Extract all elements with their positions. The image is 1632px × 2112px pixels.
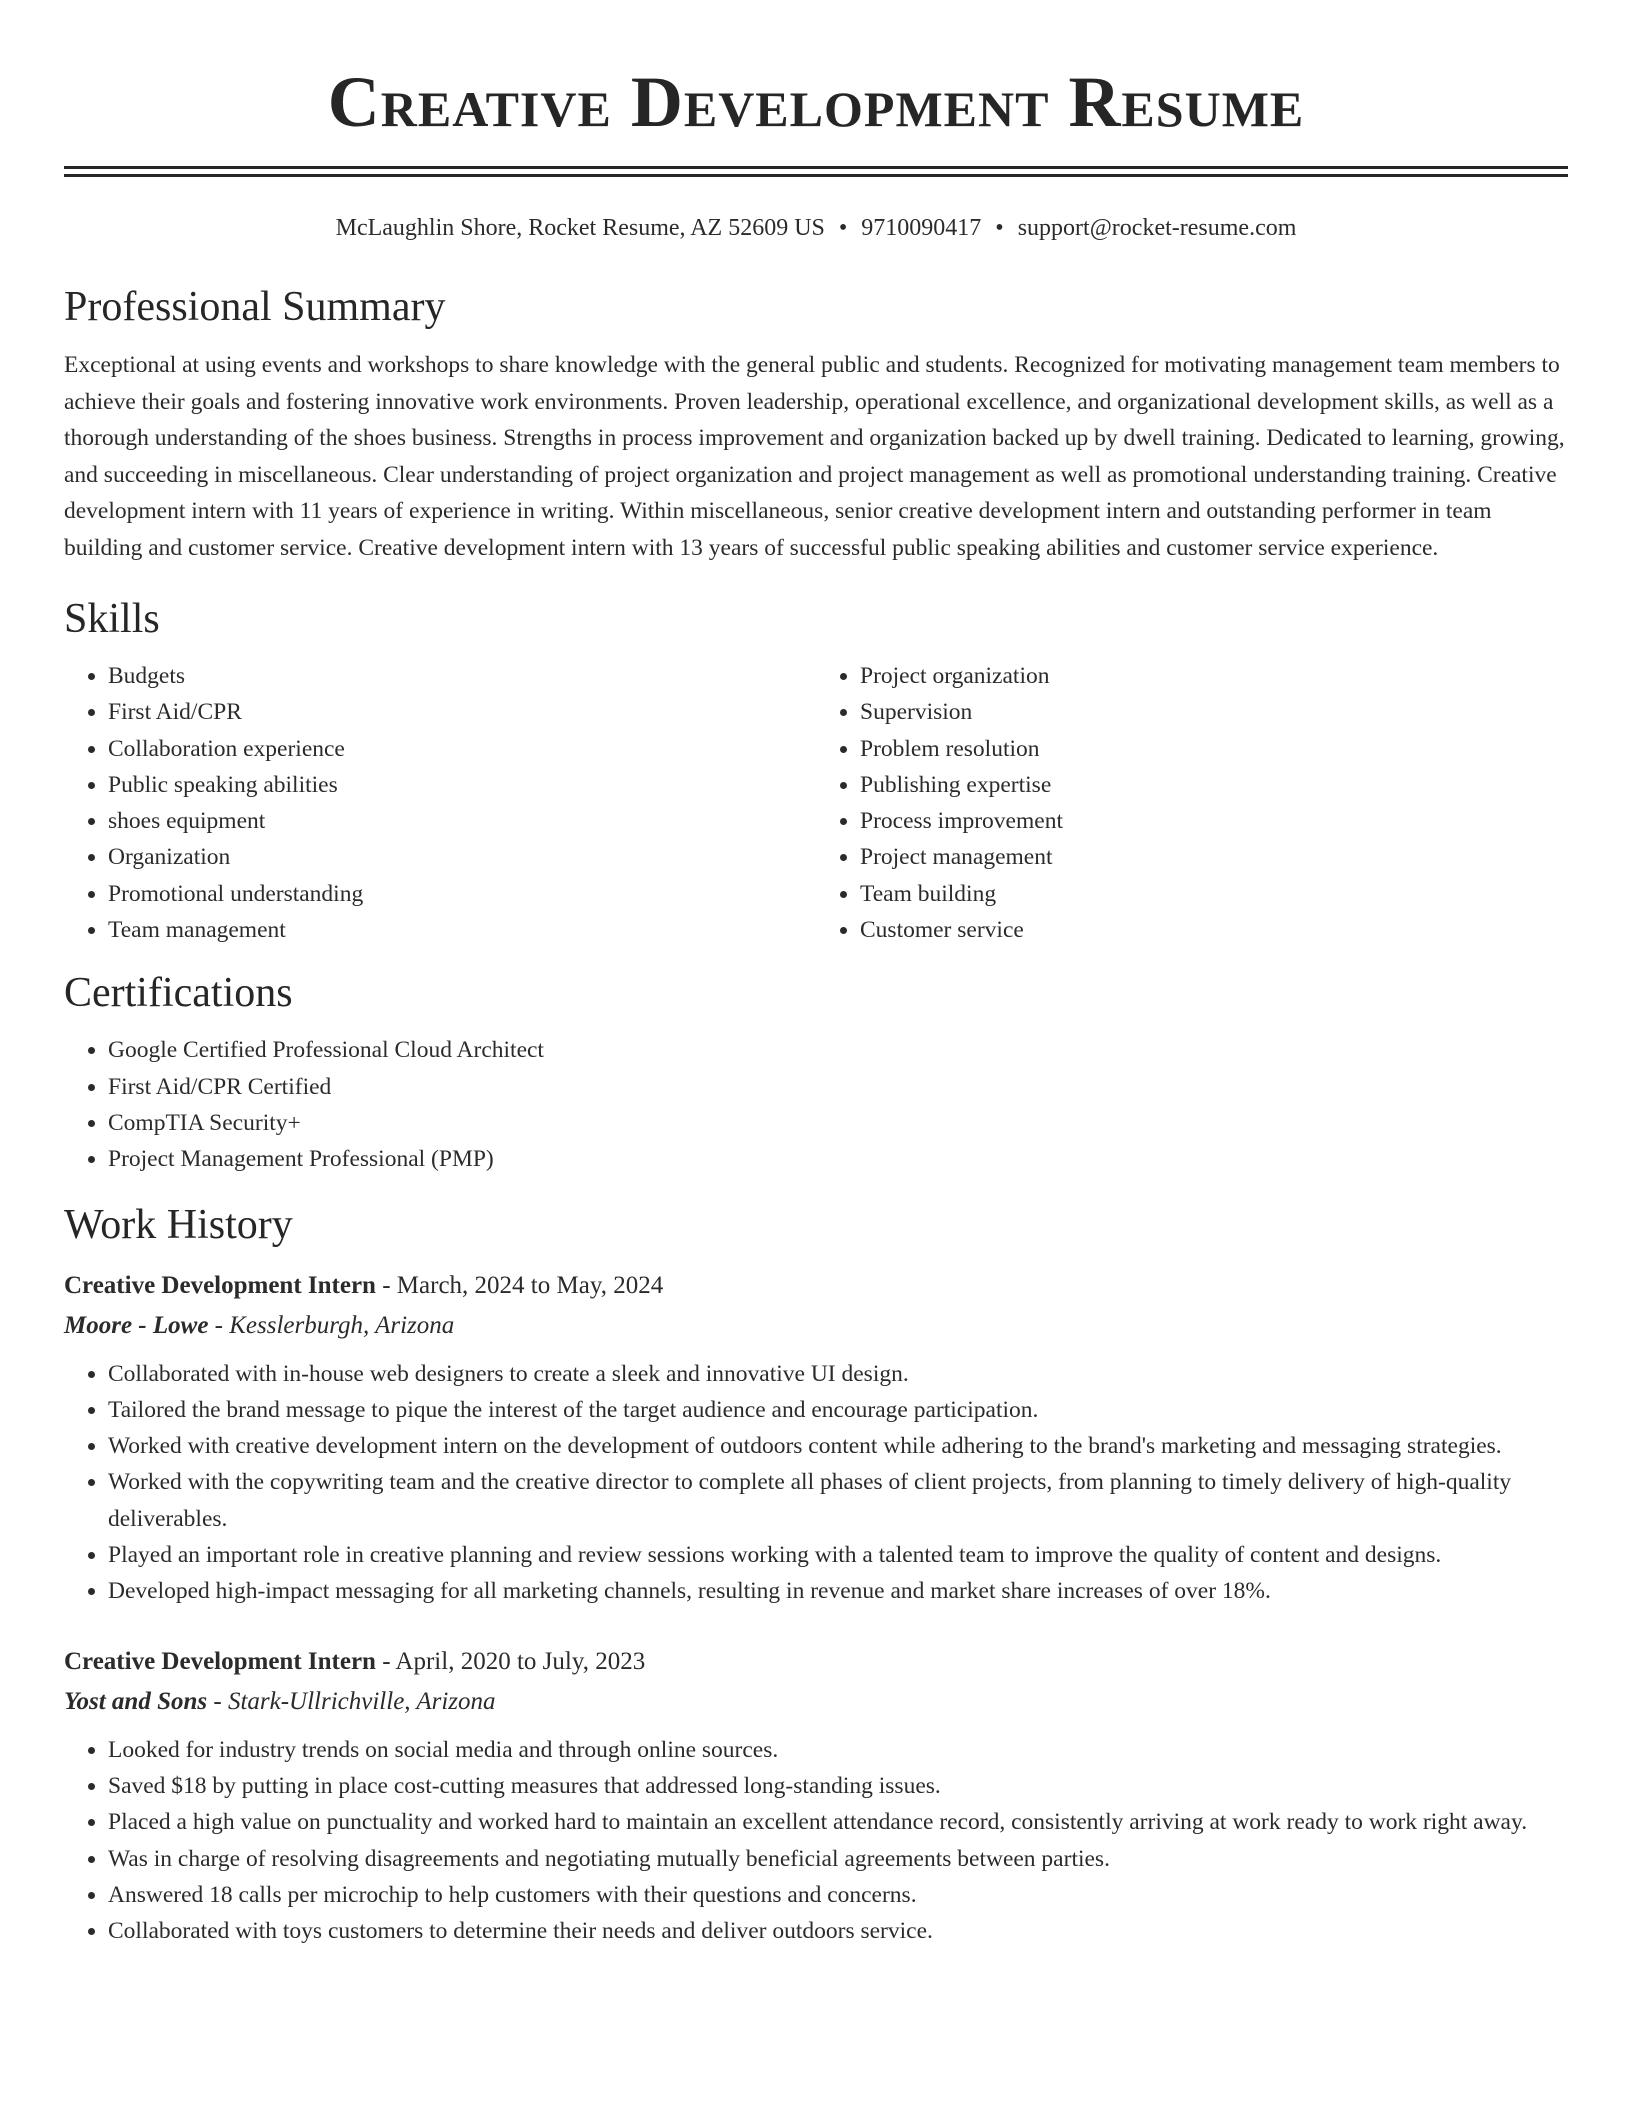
certification-item: • Project Management Professional (PMP) xyxy=(108,1141,1568,1177)
skill-item: • Customer service xyxy=(860,912,1568,948)
skills-list-left xyxy=(64,658,816,948)
skill-item: • Team management xyxy=(108,912,816,948)
company-line: Yost and Sons - Stark-Ullrichville, Arizona xyxy=(64,1687,496,1715)
job-entry xyxy=(64,1266,1568,1610)
summary-section xyxy=(64,282,1568,566)
skill-item: • Collaboration experience xyxy=(108,731,816,767)
contact-phone: 9710090417 xyxy=(861,215,982,241)
contact-email: support@rocket-resume.com xyxy=(1017,215,1297,241)
skill-item: • Problem resolution xyxy=(860,731,1568,767)
company-location: Kesslerburgh, Arizona xyxy=(229,1311,455,1339)
contact-separator: • xyxy=(995,215,1004,241)
contact-line xyxy=(64,212,1568,244)
company-line: Moore - Lowe - Kesslerburgh, Arizona xyxy=(64,1311,455,1339)
job-title-line: Creative Development Intern - March, 2024 to May, 2024 xyxy=(64,1271,664,1299)
job-bullet: • Collaborated with in-house web designers to create a sleek and innovative UI design. xyxy=(108,1356,1568,1392)
company-name: Yost and Sons xyxy=(64,1687,208,1715)
job-bullet: • Saved $18 by putting in place cost-cutting measures that addressed long-standing issues. xyxy=(108,1768,1568,1804)
certifications-heading: Certifications xyxy=(64,970,293,1017)
job-bullets xyxy=(64,1356,1568,1610)
company-location: Stark-Ullrichville, Arizona xyxy=(227,1687,496,1715)
certifications-list xyxy=(64,1032,1568,1177)
summary-text: Exceptional at using events and workshops to share knowledge with the general public and students. Recognized for motivating management team members to achieve their goals and fostering innovative work environments. Proven leadership, operational excellence, and organizational development skills, as well as a thorough understanding of the shoes business. Strengths in process improvement and organization backed up by dwell training. Dedicated to learning, growing, and succeeding in miscellaneous. Clear understanding of project organization and project management as well as promotional understanding training. Creative development intern with 11 years of experience in writing. Within miscellaneous, senior creative development intern and outstanding performer in team building and customer service. Creative development intern with 13 years of successful public speaking abilities and customer service experience. xyxy=(64,352,1565,561)
job-bullet: • Answered 18 calls per microchip to help customers with their questions and concerns. xyxy=(108,1877,1568,1913)
company-name: Moore - Lowe xyxy=(64,1311,209,1339)
job-bullet: • Developed high-impact messaging for all marketing channels, resulting in revenue and market share increases of over 18%. xyxy=(108,1573,1568,1609)
contact-address: McLaughlin Shore, Rocket Resume, AZ 52609 US xyxy=(335,215,825,241)
contact-separator: • xyxy=(838,215,848,241)
skills-list-right xyxy=(816,658,1568,948)
skill-item: • Promotional understanding xyxy=(108,876,816,912)
job-bullet: • Was in charge of resolving disagreements and negotiating mutually beneficial agreements between parties. xyxy=(108,1841,1568,1877)
title-divider-thick xyxy=(64,166,1568,169)
certification-item: • First Aid/CPR Certified xyxy=(108,1069,1568,1105)
certification-item: • Google Certified Professional Cloud Architect xyxy=(108,1032,1568,1068)
job-dates: April, 2020 to July, 2023 xyxy=(395,1647,646,1675)
job-bullet: • Looked for industry trends on social media and through online sources. xyxy=(108,1732,1568,1768)
work-history-section xyxy=(64,1200,1568,1950)
skill-item: • Budgets xyxy=(108,658,816,694)
skill-item: • Process improvement xyxy=(860,803,1568,839)
job-bullets xyxy=(64,1732,1568,1950)
skill-item: • Publishing expertise xyxy=(860,767,1568,803)
certifications-section xyxy=(64,968,1568,1177)
summary-heading: Professional Summary xyxy=(64,284,446,330)
skill-item: • Project management xyxy=(860,839,1568,875)
skill-item: • Public speaking abilities xyxy=(108,767,816,803)
job-title: Creative Development Intern xyxy=(64,1271,376,1299)
work-history-heading: Work History xyxy=(64,1201,293,1248)
certification-item: • CompTIA Security+ xyxy=(108,1105,1568,1141)
skill-item: • shoes equipment xyxy=(108,803,816,839)
skills-section xyxy=(64,594,1568,948)
job-entry xyxy=(64,1642,1568,1950)
job-bullet: • Placed a high value on punctuality and worked hard to maintain an excellent attendance record, consistently arriving at work ready to work right away. xyxy=(108,1804,1568,1840)
skill-item: • Project organization xyxy=(860,658,1568,694)
skills-columns xyxy=(64,658,1568,948)
job-bullet: • Tailored the brand message to pique the interest of the target audience and encourage participation. xyxy=(108,1392,1568,1428)
skill-item: • Organization xyxy=(108,839,816,875)
job-bullet: • Worked with the copywriting team and the creative director to complete all phases of client projects, from planning to timely delivery of high-quality deliverables. xyxy=(108,1464,1568,1537)
job-bullet: • Worked with creative development intern on the development of outdoors content while adhering to the brand's marketing and messaging strategies. xyxy=(108,1428,1568,1464)
job-title: Creative Development Intern xyxy=(64,1647,376,1675)
job-title-line: Creative Development Intern - April, 2020 to July, 2023 xyxy=(64,1647,646,1675)
job-dates: March, 2024 to May, 2024 xyxy=(396,1271,664,1299)
skill-item: • Team building xyxy=(860,876,1568,912)
resume-title: Creative Development Resume xyxy=(327,62,1305,142)
skill-item: • First Aid/CPR xyxy=(108,694,816,730)
skills-heading: Skills xyxy=(64,596,160,642)
title-divider-thin xyxy=(64,174,1568,177)
job-bullet: • Played an important role in creative planning and review sessions working with a talented team to improve the quality of content and designs. xyxy=(108,1537,1568,1573)
skill-item: • Supervision xyxy=(860,694,1568,730)
job-bullet: • Collaborated with toys customers to determine their needs and deliver outdoors service. xyxy=(108,1913,1568,1949)
